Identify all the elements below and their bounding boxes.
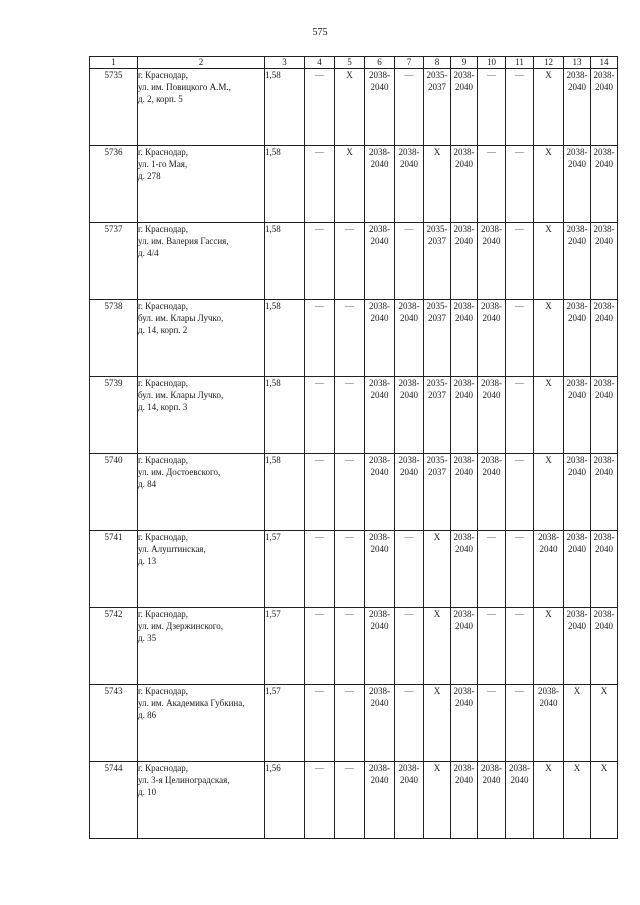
column-header: 11 [506,57,534,69]
schedule-cell: 2038-2040 [395,454,424,531]
schedule-cell: — [478,608,506,685]
schedule-cell: 2038-2040 [478,300,506,377]
schedule-table [89,56,618,839]
address-line: д. 4/4 [138,248,159,258]
schedule-cell: — [305,454,335,531]
column-header: 6 [365,57,395,69]
schedule-cell: — [305,223,335,300]
schedule-cell: — [395,223,424,300]
address-line: г. Краснодар, [138,70,189,80]
schedule-cell: 2038-2040 [395,762,424,839]
record-number: 5736 [90,146,138,223]
address-line: ул. им. Валерия Гассия, [138,236,229,246]
record-number: 5740 [90,454,138,531]
schedule-cell: Х [534,762,564,839]
schedule-cell: 2038-2040 [591,377,618,454]
schedule-cell: 2038-2040 [564,531,591,608]
address-line: д. 2, корп. 5 [138,94,183,104]
schedule-cell: 2035-2037 [424,377,451,454]
address-line: д. 13 [138,556,157,566]
column-header: 10 [478,57,506,69]
schedule-cell: — [395,685,424,762]
address-cell [138,146,265,223]
schedule-cell: Х [534,146,564,223]
schedule-cell: 2038-2040 [591,531,618,608]
schedule-cell: — [506,223,534,300]
schedule-cell: Х [424,146,451,223]
schedule-cell: 2038-2040 [365,762,395,839]
schedule-cell: 2038-2040 [395,377,424,454]
schedule-cell: — [335,377,365,454]
column-header: 5 [335,57,365,69]
schedule-cell: — [506,454,534,531]
address-line: г. Краснодар, [138,686,189,696]
schedule-cell: 2038-2040 [591,454,618,531]
address-line: ул. им. Достоевского, [138,467,221,477]
schedule-cell: — [506,377,534,454]
schedule-cell: 2038-2040 [591,69,618,146]
schedule-cell: — [506,531,534,608]
schedule-cell: 2035-2037 [424,300,451,377]
address-line: г. Краснодар, [138,532,189,542]
address-line: д. 14, корп. 2 [138,325,188,335]
column-number-row [90,57,618,69]
column-header: 2 [138,57,265,69]
schedule-cell: — [506,69,534,146]
address-line: д. 14, корп. 3 [138,402,188,412]
schedule-cell: 2038-2040 [534,685,564,762]
schedule-cell: 2038-2040 [451,531,478,608]
address-line: г. Краснодар, [138,301,189,311]
schedule-cell: — [335,531,365,608]
schedule-cell: — [305,146,335,223]
area-value: 1,58 [265,454,305,531]
schedule-cell: — [335,223,365,300]
schedule-cell: 2038-2040 [395,300,424,377]
area-value: 1,58 [265,69,305,146]
table-row [90,223,618,300]
column-header: 4 [305,57,335,69]
address-line: ул. им. Дзержинского, [138,621,223,631]
schedule-cell: Х [534,69,564,146]
table-row [90,762,618,839]
table-row [90,300,618,377]
address-line: д. 278 [138,171,161,181]
address-line: г. Краснодар, [138,224,189,234]
record-number: 5735 [90,69,138,146]
schedule-cell: Х [335,146,365,223]
table-row [90,69,618,146]
schedule-cell: 2038-2040 [365,223,395,300]
area-value: 1,58 [265,300,305,377]
schedule-cell: 2038-2040 [395,146,424,223]
schedule-cell: Х [424,685,451,762]
schedule-cell: 2038-2040 [564,69,591,146]
column-header: 7 [395,57,424,69]
address-cell [138,454,265,531]
schedule-cell: — [305,377,335,454]
address-line: бул. им. Клары Лучко, [138,313,224,323]
schedule-cell: — [506,146,534,223]
schedule-cell: 2038-2040 [534,531,564,608]
schedule-cell: 2038-2040 [591,146,618,223]
record-number: 5739 [90,377,138,454]
record-number: 5742 [90,608,138,685]
column-header: 3 [265,57,305,69]
address-line: д. 10 [138,787,157,797]
schedule-cell: — [335,454,365,531]
record-number: 5737 [90,223,138,300]
schedule-cell: — [478,685,506,762]
address-line: д. 35 [138,633,157,643]
address-cell [138,300,265,377]
schedule-cell: — [395,531,424,608]
column-header: 9 [451,57,478,69]
schedule-cell: — [305,300,335,377]
address-cell [138,531,265,608]
area-value: 1,58 [265,377,305,454]
schedule-cell: 2038-2040 [564,377,591,454]
area-value: 1,57 [265,531,305,608]
schedule-cell: 2038-2040 [591,223,618,300]
schedule-cell: — [506,300,534,377]
schedule-cell: 2038-2040 [564,454,591,531]
schedule-cell: Х [591,685,618,762]
schedule-cell: Х [534,300,564,377]
schedule-cell: — [335,762,365,839]
schedule-cell: — [335,685,365,762]
schedule-cell: Х [534,377,564,454]
column-header: 12 [534,57,564,69]
schedule-cell: — [335,300,365,377]
area-value: 1,57 [265,608,305,685]
address-line: г. Краснодар, [138,455,189,465]
area-value: 1,57 [265,685,305,762]
schedule-cell: Х [591,762,618,839]
schedule-cell: 2038-2040 [451,685,478,762]
schedule-cell: 2038-2040 [478,762,506,839]
schedule-cell: 2038-2040 [451,454,478,531]
schedule-cell: 2038-2040 [365,454,395,531]
schedule-cell: Х [424,608,451,685]
schedule-cell: 2038-2040 [506,762,534,839]
address-cell [138,223,265,300]
column-header: 8 [424,57,451,69]
schedule-cell: Х [564,685,591,762]
schedule-cell: — [478,531,506,608]
schedule-cell: 2038-2040 [451,223,478,300]
schedule-cell: Х [424,762,451,839]
schedule-cell: 2035-2037 [424,223,451,300]
schedule-cell: 2038-2040 [451,762,478,839]
record-number: 5738 [90,300,138,377]
table-row [90,531,618,608]
schedule-cell: 2038-2040 [451,69,478,146]
schedule-cell: — [305,685,335,762]
column-header: 1 [90,57,138,69]
schedule-cell: 2038-2040 [591,300,618,377]
address-cell [138,608,265,685]
address-line: ул. 1-го Мая, [138,159,188,169]
schedule-cell: 2038-2040 [564,146,591,223]
table-row [90,377,618,454]
schedule-cell: 2038-2040 [365,685,395,762]
schedule-cell: 2038-2040 [564,608,591,685]
address-line: ул. Алуштинская, [138,544,206,554]
schedule-cell: — [506,608,534,685]
schedule-cell: 2038-2040 [451,608,478,685]
schedule-cell: 2038-2040 [365,300,395,377]
schedule-cell: 2038-2040 [365,69,395,146]
schedule-cell: 2038-2040 [451,300,478,377]
schedule-cell: — [395,608,424,685]
schedule-cell: — [305,608,335,685]
schedule-cell: — [478,146,506,223]
record-number: 5741 [90,531,138,608]
table-row [90,454,618,531]
schedule-cell: 2035-2037 [424,69,451,146]
address-line: бул. им. Клары Лучко, [138,390,224,400]
schedule-cell: 2035-2037 [424,454,451,531]
schedule-cell: — [305,762,335,839]
record-number: 5744 [90,762,138,839]
schedule-cell: Х [424,531,451,608]
schedule-cell: 2038-2040 [365,377,395,454]
schedule-cell: — [305,531,335,608]
area-value: 1,58 [265,223,305,300]
schedule-cell: 2038-2040 [451,146,478,223]
address-line: д. 84 [138,479,157,489]
schedule-cell: Х [534,223,564,300]
schedule-cell: — [395,69,424,146]
area-value: 1,58 [265,146,305,223]
address-line: г. Краснодар, [138,763,189,773]
table-row [90,146,618,223]
schedule-cell: Х [335,69,365,146]
schedule-cell: — [305,69,335,146]
address-cell [138,377,265,454]
address-line: г. Краснодар, [138,609,189,619]
table-row [90,608,618,685]
schedule-cell: 2038-2040 [478,223,506,300]
page-number: 575 [312,27,328,38]
schedule-cell: 2038-2040 [365,146,395,223]
address-cell [138,685,265,762]
schedule-cell: 2038-2040 [478,377,506,454]
schedule-cell: 2038-2040 [365,531,395,608]
address-line: ул. им. Академика Губкина, [138,698,245,708]
schedule-cell: 2038-2040 [591,608,618,685]
area-value: 1,56 [265,762,305,839]
schedule-cell: Х [534,608,564,685]
schedule-cell: 2038-2040 [564,300,591,377]
address-line: г. Краснодар, [138,378,189,388]
schedule-cell: 2038-2040 [451,377,478,454]
schedule-cell: 2038-2040 [478,454,506,531]
schedule-cell: — [478,69,506,146]
table-row [90,685,618,762]
table-body [90,69,618,839]
address-line: г. Краснодар, [138,147,189,157]
schedule-cell: — [506,685,534,762]
address-cell [138,69,265,146]
address-line: ул. 3-я Целиноградская, [138,775,230,785]
column-header: 14 [591,57,618,69]
address-line: д. 86 [138,710,157,720]
column-header: 13 [564,57,591,69]
address-line: ул. им. Повицкого А.М., [138,82,231,92]
schedule-cell: — [335,608,365,685]
address-cell [138,762,265,839]
schedule-cell: 2038-2040 [365,608,395,685]
schedule-cell: Х [564,762,591,839]
record-number: 5743 [90,685,138,762]
schedule-cell: 2038-2040 [564,223,591,300]
schedule-cell: Х [534,454,564,531]
